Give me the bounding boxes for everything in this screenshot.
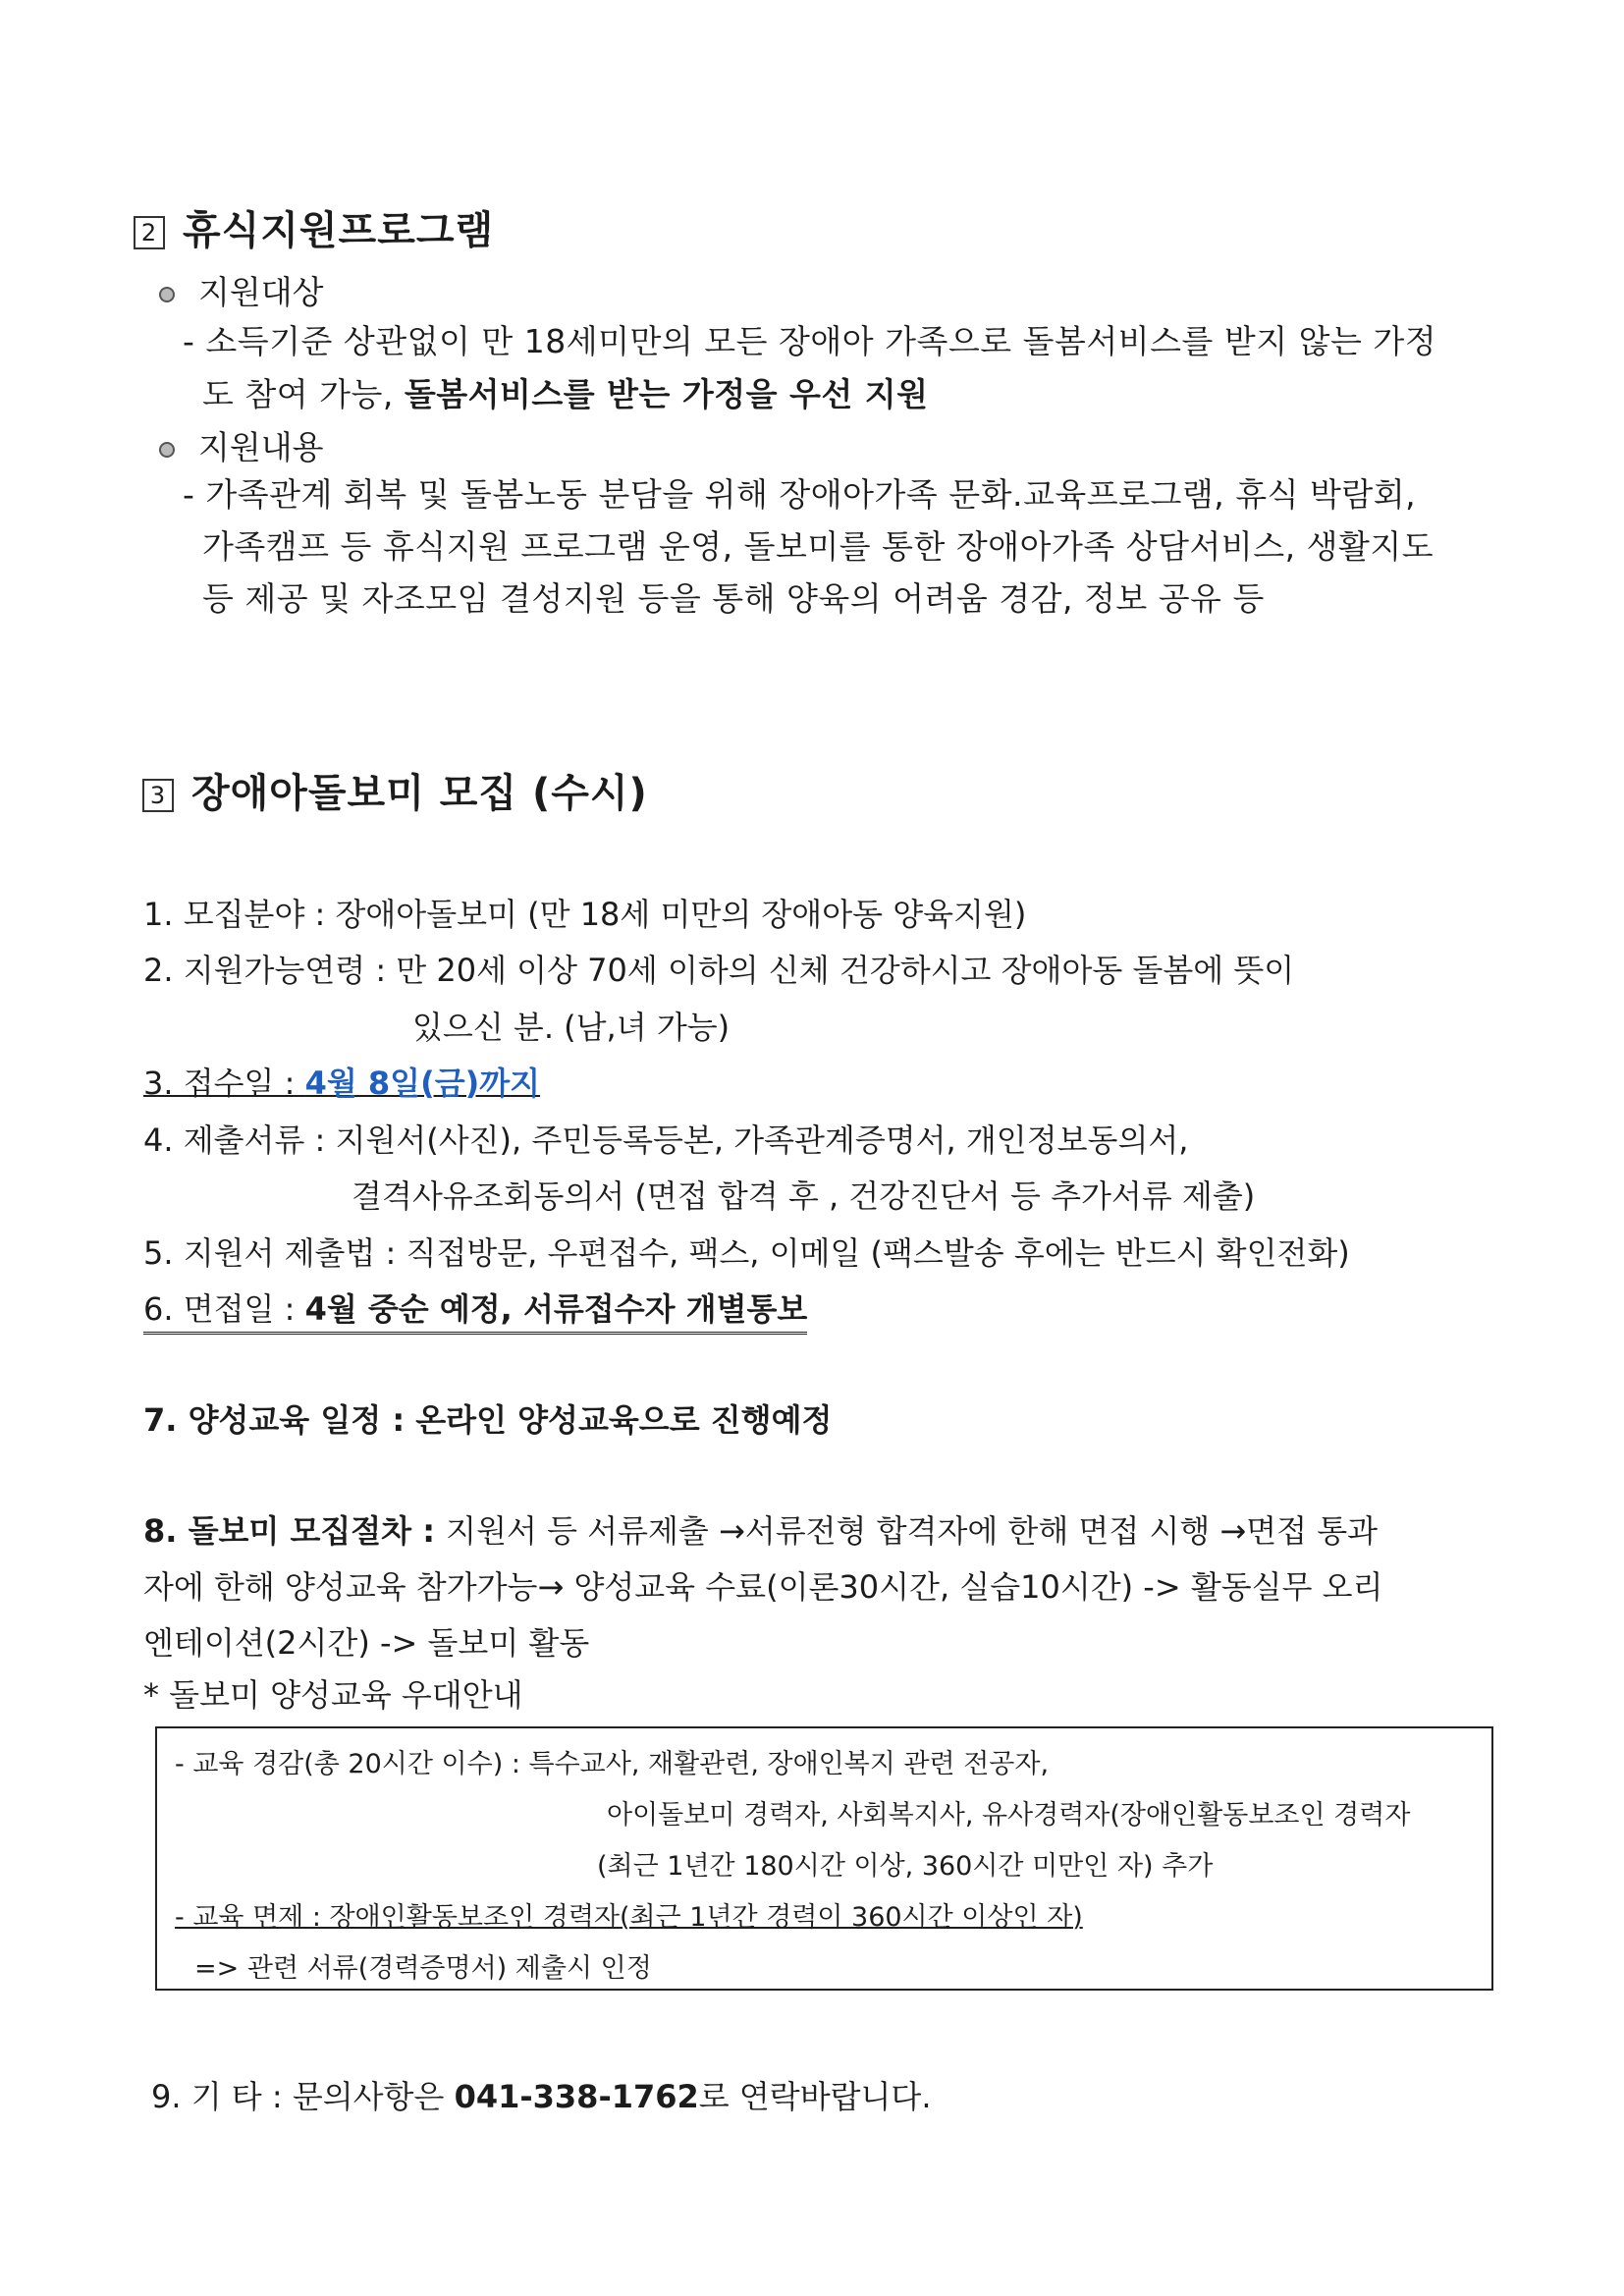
section2-heading	[134, 199, 494, 255]
item-3-value: 4월 8일(금)까지	[304, 1065, 541, 1102]
item-6-value: 4월 중순 예정, 서류접수자 개별통보	[304, 1290, 808, 1328]
item-4a: 4. 제출서류 : 지원서(사진), 주민등록등본, 가족관계증명서, 개인정보동의서,	[143, 1121, 1189, 1159]
content-text-1: - 가족관계 회복 및 돌봄노동 분담을 위해 장애아가족 문화.교육프로그램, 휴식 박람회,	[183, 475, 1417, 514]
section2-number: 2	[134, 216, 165, 249]
box-line-4: - 교육 면제 : 장애인활동보조인 경력자(최근 1년간 경력이 360시간 이상인 자)	[175, 1902, 1083, 1933]
section3-title: 장애아돌보미 모집 (수시)	[191, 771, 648, 816]
item-9	[151, 2072, 932, 2117]
section3-heading	[142, 762, 648, 818]
item-9-phone: 041-338-1762	[454, 2078, 699, 2115]
target-text-2a: 도 참여 가능,	[202, 375, 405, 413]
benefit-box	[155, 1726, 1493, 1991]
item-1: 1. 모집분야 : 장애아돌보미 (만 18세 미만의 장애아동 양육지원)	[143, 896, 1027, 933]
item-7: 7. 양성교육 일정 : 온라인 양성교육으로 진행예정	[143, 1401, 833, 1439]
content-label: 지원내용	[198, 428, 324, 466]
box-line-5: => 관련 서류(경력증명서) 제출시 인정	[194, 1953, 652, 1984]
item-8-line2: 자에 한해 양성교육 참가가능→ 양성교육 수료(이론30시간, 실습10시간) -> 활동실무 오리	[143, 1568, 1383, 1606]
item-3-label: 3. 접수일 :	[143, 1065, 305, 1102]
content-text-3: 등 제공 및 자조모임 결성지원 등을 통해 양육의 어려움 경감, 정보 공유 등	[202, 579, 1265, 618]
item-2a: 2. 지원가능연령 : 만 20세 이상 70세 이하의 신체 건강하시고 장애아동 돌봄에 뜻이	[143, 952, 1295, 989]
item-2b: 있으신 분. (남,녀 가능)	[412, 1009, 731, 1046]
section3-number: 3	[142, 779, 174, 812]
box-line-3: (최근 1년간 180시간 이상, 360시간 미만인 자) 추가	[597, 1851, 1214, 1882]
item-8-line3: 엔테이션(2시간) -> 돌보미 활동	[143, 1624, 590, 1662]
item-8-label: 8. 돌보미 모집절차 :	[143, 1512, 447, 1550]
bullet-icon	[159, 442, 175, 458]
item-6-label: 6. 면접일 :	[143, 1290, 305, 1328]
item-5: 5. 지원서 제출법 : 직접방문, 우편접수, 팩스, 이메일 (팩스발송 후에는 반드시 확인전화)	[143, 1234, 1350, 1272]
target-text-2b: 돌봄서비스를 받는 가정을 우선 지원	[404, 375, 929, 413]
bullet-icon	[159, 287, 175, 302]
target-text-1: - 소득기준 상관없이 만 18세미만의 모든 장애아 가족으로 돌봄서비스를 받지 않는 가정	[183, 322, 1437, 360]
target-bullet	[159, 267, 324, 313]
item-8-line1	[143, 1506, 1378, 1552]
item-9-label: 9. 기 타 : 문의사항은	[151, 2078, 455, 2115]
item-6	[143, 1285, 807, 1335]
target-text-2	[202, 369, 928, 415]
item-4b: 결격사유조회동의서 (면접 합격 후 , 건강진단서 등 추가서류 제출)	[352, 1177, 1256, 1215]
content-bullet	[159, 422, 324, 468]
note: * 돌보미 양성교육 우대안내	[143, 1676, 523, 1714]
box-line-1: - 교육 경감(총 20시간 이수) : 특수교사, 재활관련, 장애인복지 관련 전공자,	[175, 1749, 1050, 1779]
item-9-suffix: 로 연락바랍니다.	[698, 2078, 932, 2115]
target-label: 지원대상	[198, 273, 324, 311]
content-text-2: 가족캠프 등 휴식지원 프로그램 운영, 돌보미를 통한 장애아가족 상담서비스, 생활지도	[202, 527, 1435, 566]
section2-title: 휴식지원프로그램	[183, 208, 495, 253]
item-3	[143, 1059, 540, 1104]
item-8-text1: 지원서 등 서류제출 →서류전형 합격자에 한해 면접 시행 →면접 통과	[446, 1512, 1379, 1550]
box-line-2: 아이돌보미 경력자, 사회복지사, 유사경력자(장애인활동보조인 경력자	[607, 1800, 1411, 1831]
